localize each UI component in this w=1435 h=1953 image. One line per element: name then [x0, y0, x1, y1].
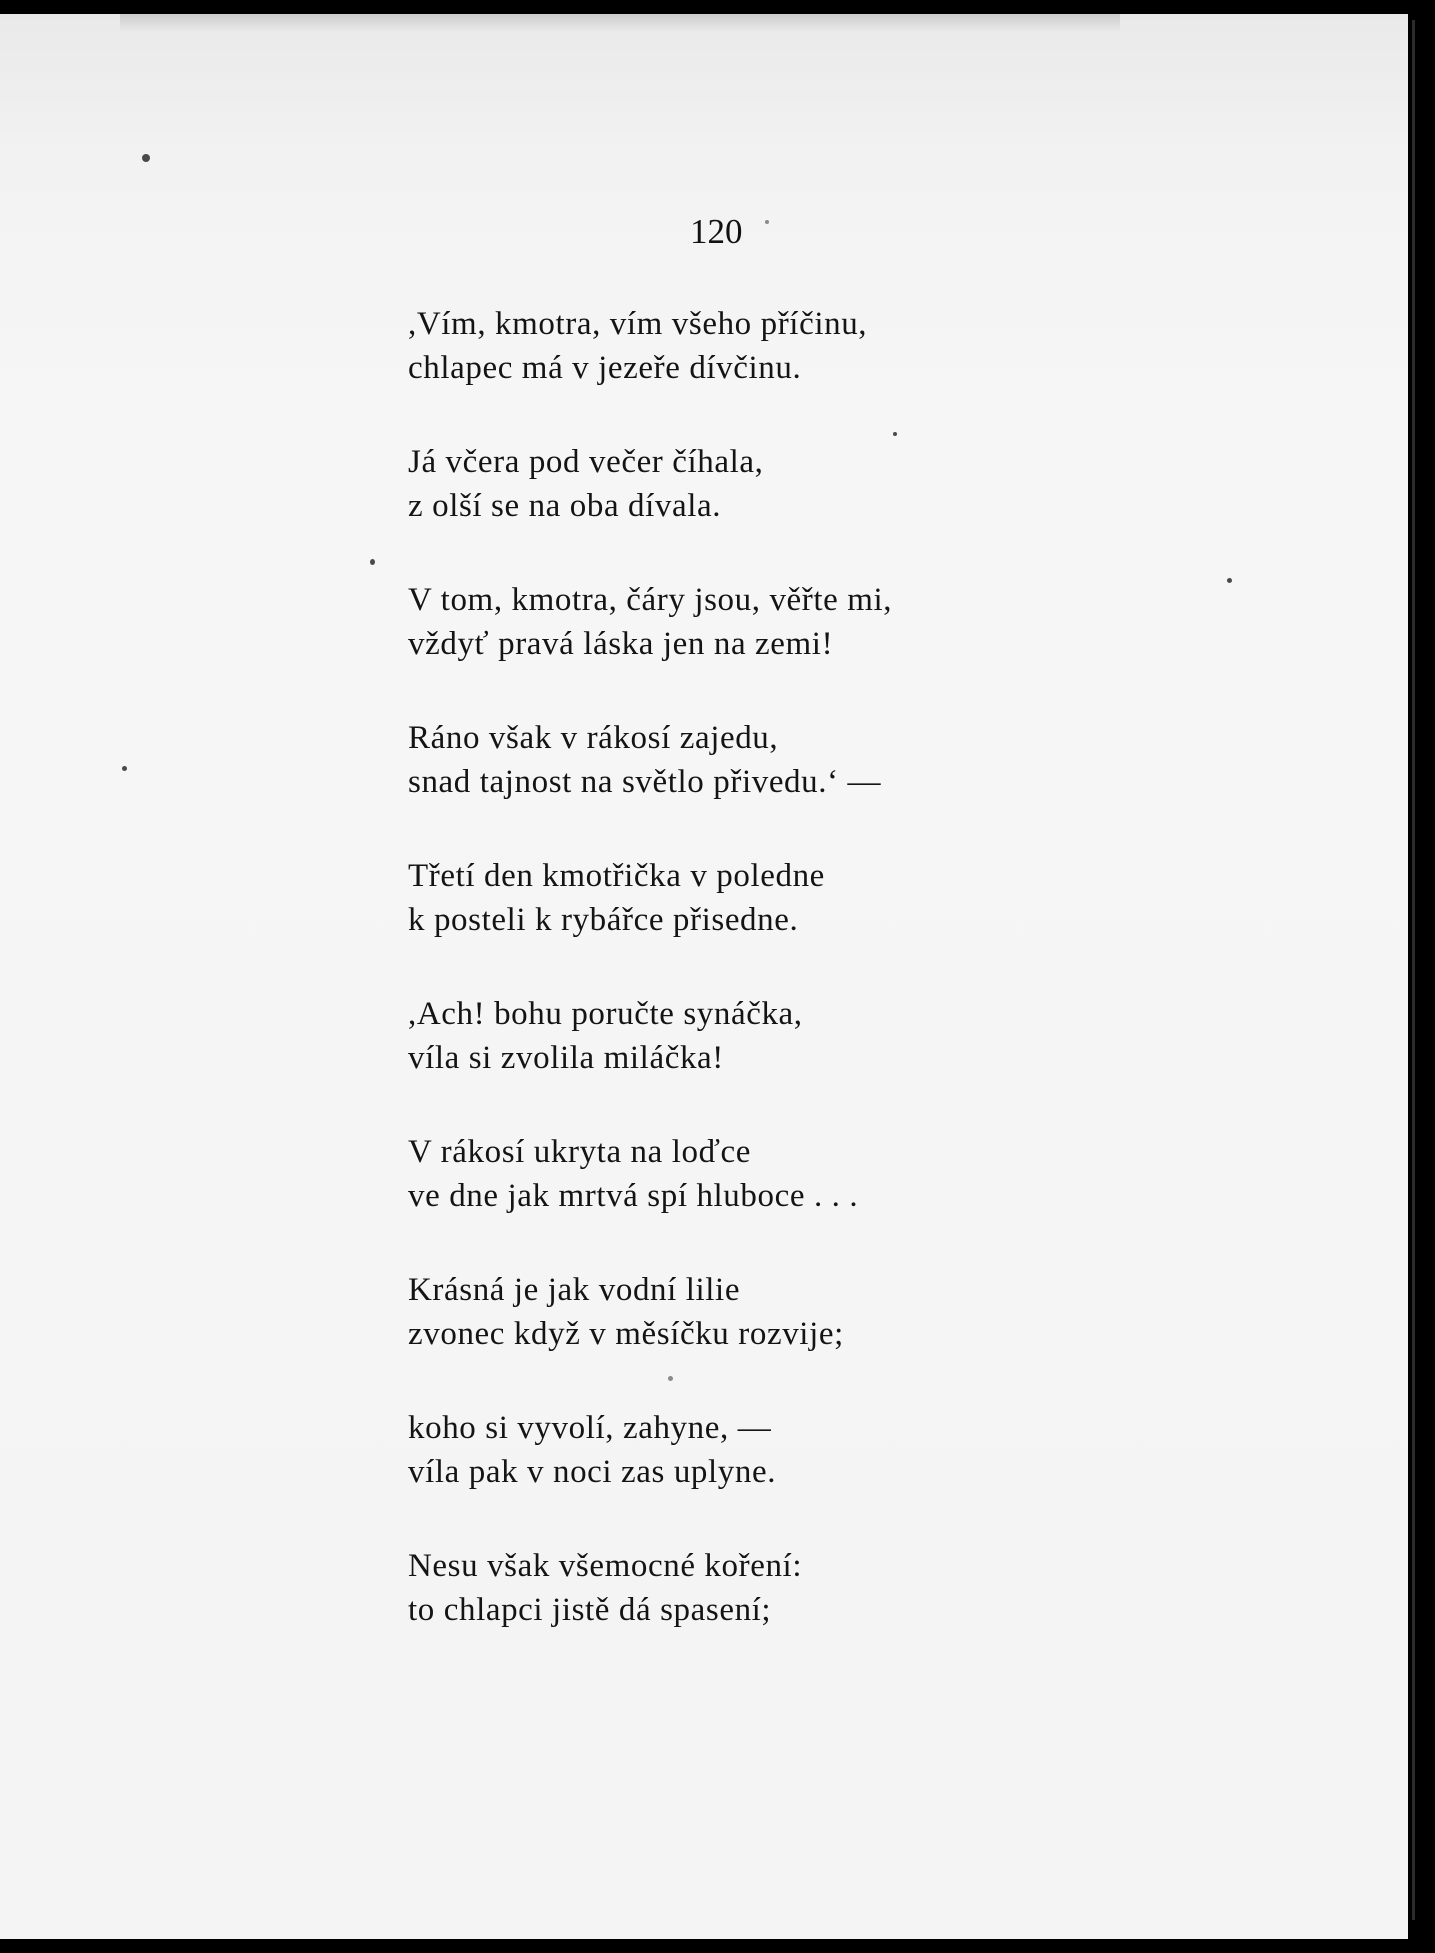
verse-line: chlapec má v jezeře dívčinu. [408, 350, 802, 386]
stanza [408, 1544, 1368, 1682]
verse-line: Třetí den kmotřička v poledne [408, 858, 825, 894]
page-edge [1412, 20, 1415, 1920]
stanza [408, 1130, 1368, 1268]
verse-line: Krásná je jak vodní lilie [408, 1272, 741, 1308]
verse-line: ,Vím, kmotra, vím všeho příčinu, [408, 306, 868, 342]
stanza [408, 1406, 1368, 1544]
verse-line: k posteli k rybářce přisedne. [408, 902, 799, 938]
book-page [0, 14, 1408, 1939]
scan-shadow [120, 14, 1120, 32]
poem-text [408, 302, 1368, 1682]
verse-line: V tom, kmotra, čáry jsou, věřte mi, [408, 582, 893, 618]
scan-speck [142, 154, 150, 162]
verse-line: to chlapci jistě dá spasení; [408, 1592, 772, 1628]
scan-speck [122, 766, 127, 771]
verse-line: ,Ach! bohu poručte synáčka, [408, 996, 803, 1032]
verse-line: Nesu však všemocné koření: [408, 1548, 803, 1584]
verse-line: snad tajnost na světlo přivedu.‘ — [408, 764, 882, 800]
stanza [408, 1268, 1368, 1406]
verse-line: z olší se na oba dívala. [408, 488, 722, 524]
verse-line: ve dne jak mrtvá spí hluboce . . . [408, 1178, 859, 1214]
stanza [408, 578, 1368, 716]
verse-line: víla pak v noci zas uplyne. [408, 1454, 777, 1490]
verse-line: víla si zvolila miláčka! [408, 1040, 724, 1076]
verse-line: V rákosí ukryta na loďce [408, 1134, 752, 1170]
verse-line: vždyť pravá láska jen na zemi! [408, 626, 834, 662]
stanza [408, 716, 1368, 854]
verse-line: Ráno však v rákosí zajedu, [408, 720, 779, 756]
verse-line: zvonec když v měsíčku rozvije; [408, 1316, 844, 1352]
stanza [408, 440, 1368, 578]
verse-line: koho si vyvolí, zahyne, — [408, 1410, 772, 1446]
scan-speck [370, 559, 375, 565]
verse-line: Já včera pod večer číhala, [408, 444, 764, 480]
page-number: 120 [690, 212, 743, 251]
stanza [408, 854, 1368, 992]
stanza [408, 302, 1368, 440]
stanza [408, 992, 1368, 1130]
